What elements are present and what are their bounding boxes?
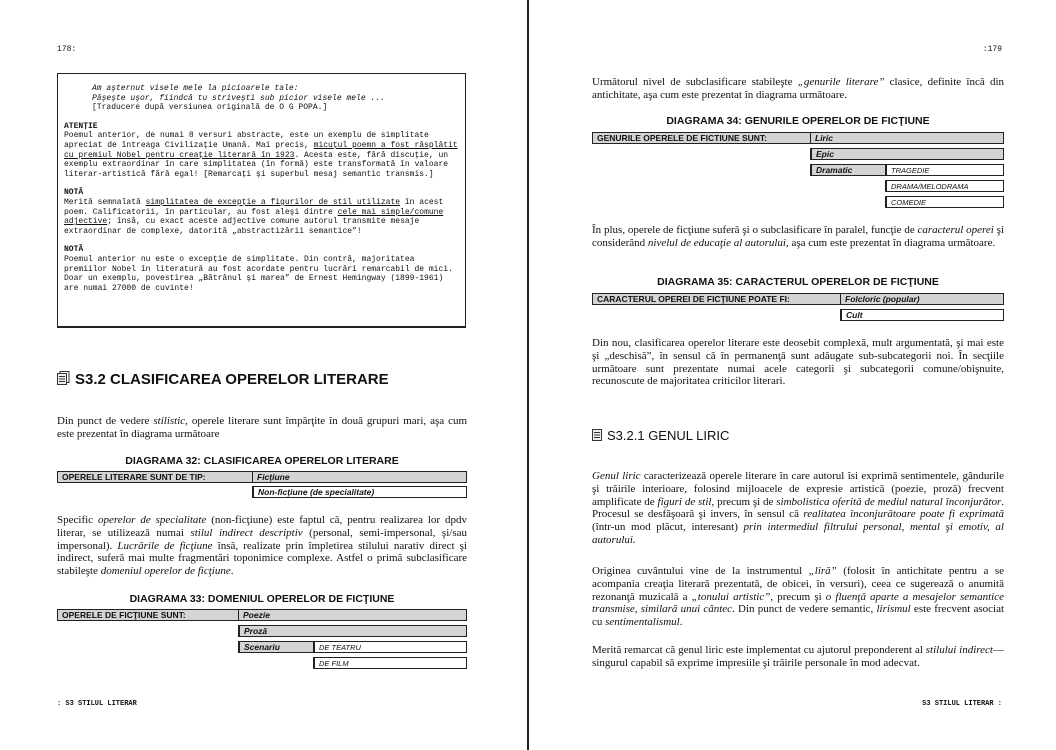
document-icon bbox=[57, 371, 70, 389]
diagram-34-item-2: Epic bbox=[810, 148, 1004, 160]
page-icon bbox=[592, 429, 602, 444]
diagram-34-sub-2: DRAMA/MELODRAMA bbox=[885, 180, 1004, 192]
diagram-35-root: CARACTERUL OPEREI DE FICŢIUNE POATE FI: bbox=[592, 293, 841, 305]
diagram-33-item-1: Poezie bbox=[238, 609, 467, 621]
paragraph-specific: Specific operelor de specialitate (non-ficţiune) este faptul că, pentru realizarea lor dpdv literar, se utilizează numai stilul indirect descriptiv (personal, semi-impersonal, şi/sau impersonal). Lucrările de ficţiune însă, realizate prin împletirea stilului narativ direct şi indirect, suferă mai multe fragmentări toponimice complexe. Astfel o primă subclasificare stabileşte domeniul operelor de ficţiune. bbox=[57, 514, 467, 578]
paragraph-remark: Merită remarcat că genul liric este implementat cu ajutorul preponderent al stilului indirect—singurul capabil să exprime impresiile şi trăirile personale în mod adecvat. bbox=[592, 644, 1004, 669]
diagram-33-sub-2: DE FILM bbox=[313, 657, 467, 669]
subsection-heading: S3.2.1 GENUL LIRIC bbox=[592, 428, 729, 444]
page-number-right: :179 bbox=[982, 45, 1002, 54]
note-title-atentie: ATENŢIE bbox=[64, 121, 98, 131]
diagram-35-title: DIAGRAMA 35: CARACTERUL OPERELOR DE FICŢIUNE bbox=[657, 276, 939, 288]
diagram-33-root: OPERELE DE FICŢIUNE SUNT: bbox=[57, 609, 239, 621]
note-atentie-text: Poemul anterior, de numai 8 versuri abstracte, este un exemplu de simplitate apreciat de întreaga Civilizaţie Umană. Mai precis, micuţul poemn a fost răsplătit cu premiul Nobel pentru creaţie literară în 1923. Acesta este, fără discuţie, un exemplu extraordinar în care simplitatea (în formă) este transformată în valoare literar-artistică fără egal! [Remarcaţi şi superbul mesaj semantic transmis.] bbox=[64, 131, 458, 179]
section-heading: S3.2 CLASIFICAREA OPERELOR LITERARE bbox=[57, 371, 389, 389]
diagram-34-item-3: Dramatic bbox=[810, 164, 886, 176]
paragraph-origin: Originea cuvântului vine de la instrumentul „liră” (folosit în antichitate pentru a se acompania creaţia literară prezentată, de obicei, în versuri), ceea ce sugerează o anumită rezonanţă muzicală a „tonului artistic”, precum şi o fluenţă aparte a mesajelor semantice transmise, similară unui cântec. Din punct de vedere semantic, lirismul este frecvent asociat cu sentimentalismul. bbox=[592, 565, 1005, 629]
diagram-35-item-1: Folcloric (popular) bbox=[840, 293, 1004, 305]
note-nota-1-text: Merită semnalată simplitatea de excepţie a figurilor de stil utilizate în acest poem. Calificatorii, în particular, au fost aleşi dintre cele mai simple/comune adjective; însă, cu exact aceste adjective comune autorul transmite mesaje extraordinar de complexe, datorită „abstractizării semantice”! bbox=[64, 197, 444, 236]
paragraph-again: Din nou, clasificarea operelor literare este deosebit complexă, mult argumentată, şi mai este şi „deschisă”, în sensul că în permanenţă sunt adăugate sub-subcategorii noi. În secţiile următoare sunt prezentate numai acele categorii şi subcategorii comune/obişnuite, recunoscute de majoritatea criticilor literari. bbox=[592, 337, 1004, 388]
paragraph-next-level: Următorul nivel de subclasificare stabileşte „genurile literare” clasice, definite încă din antichitate, aşa cum este prezentat în diagrama următoare. bbox=[592, 76, 1004, 101]
note-nota-2-text: Poemul anterior nu este o excepţie de simplitate. Din contră, majoritatea premiilor Nobel în literatură au fost acordate pentru lucrări remarcabil de mici. Doar un exemplu, povestirea „Bătrânul şi marea” de Ernest Hemingway (1899-1961) are numai 27000 de cuvinte! bbox=[64, 254, 453, 293]
diagram-33-title: DIAGRAMA 33: DOMENIUL OPERELOR DE FICŢIUNE bbox=[129, 593, 395, 605]
translation-note: [Traducere după versiunea originală de O G POPA.] bbox=[92, 103, 328, 113]
diagram-33-item-2: Proză bbox=[238, 625, 467, 637]
diagram-32-root: OPERELE LITERARE SUNT DE TIP: bbox=[57, 471, 253, 483]
diagram-34-sub-3: COMEDIE bbox=[885, 196, 1004, 208]
book-spine bbox=[527, 0, 529, 750]
diagram-33-sub-1: DE TEATRU bbox=[313, 641, 467, 653]
diagram-34-item-1: Liric bbox=[810, 132, 1004, 144]
diagram-32-item-2: Non-ficţiune (de specialitate) bbox=[252, 486, 467, 498]
paragraph-lyric-genre: Genul liric caracterizează operele literare în care autorul îsi exprimă sentimentele, gândurile şi trăirile interioare, folosind mijloacele de expresie artistică (poezie, proză) frecvent amplificate de figuri de stil, precum şi de simbolistica oferită de mediul natural înconjurător. Procesul se desfăşoară şi invers, în sensul că realitatea înconjurătoare poate fi exprimată (într-un mod plăcut, interesant) prin intermediul filtrului personal, mental şi emotiv, al autorului. bbox=[592, 470, 1005, 546]
diagram-32-title: DIAGRAMA 32: CLASIFICAREA OPERELOR LITERARE bbox=[125, 455, 399, 467]
page-number-left: 178: bbox=[57, 45, 77, 54]
diagram-34-title: DIAGRAMA 34: GENURILE OPERELOR DE FICŢIUNE bbox=[666, 115, 930, 127]
note-title-nota-2: NOTĂ bbox=[64, 245, 84, 255]
quote-box bbox=[57, 73, 466, 328]
diagram-32-item-1: Ficţiune bbox=[252, 471, 467, 483]
diagram-33-item-3: Scenariu bbox=[238, 641, 314, 653]
note-title-nota-1: NOTĂ bbox=[64, 188, 84, 198]
diagram-35-item-2: Cult bbox=[840, 309, 1004, 321]
poem-line-2: Păşeşte uşor, fiindcă tu striveşti sub picior visele mele ... bbox=[92, 93, 385, 103]
poem-line-1: Am aşternut visele mele la picioarele tale: bbox=[92, 84, 299, 93]
diagram-34-sub-1: TRAGEDIE bbox=[885, 164, 1004, 176]
footer-left: : S3 STILUL LITERAR bbox=[57, 700, 137, 708]
diagram-34-root: GENURILE OPERELE DE FICTIUNE SUNT: bbox=[592, 132, 811, 144]
paragraph-intro: Din punct de vedere stilistic, operele literare sunt împărţite în două grupuri mari, aşa cum este prezentat în diagrama următoare bbox=[57, 415, 468, 440]
footer-right: S3 STILUL LITERAR : bbox=[922, 700, 1002, 708]
paragraph-parallel: În plus, operele de ficţiune suferă şi o subclasificare în paralel, funcţie de caracterul operei şi considerând nivelul de educaţie al autorului, aşa cum este prezentat în diagrama următoare. bbox=[592, 224, 1005, 249]
